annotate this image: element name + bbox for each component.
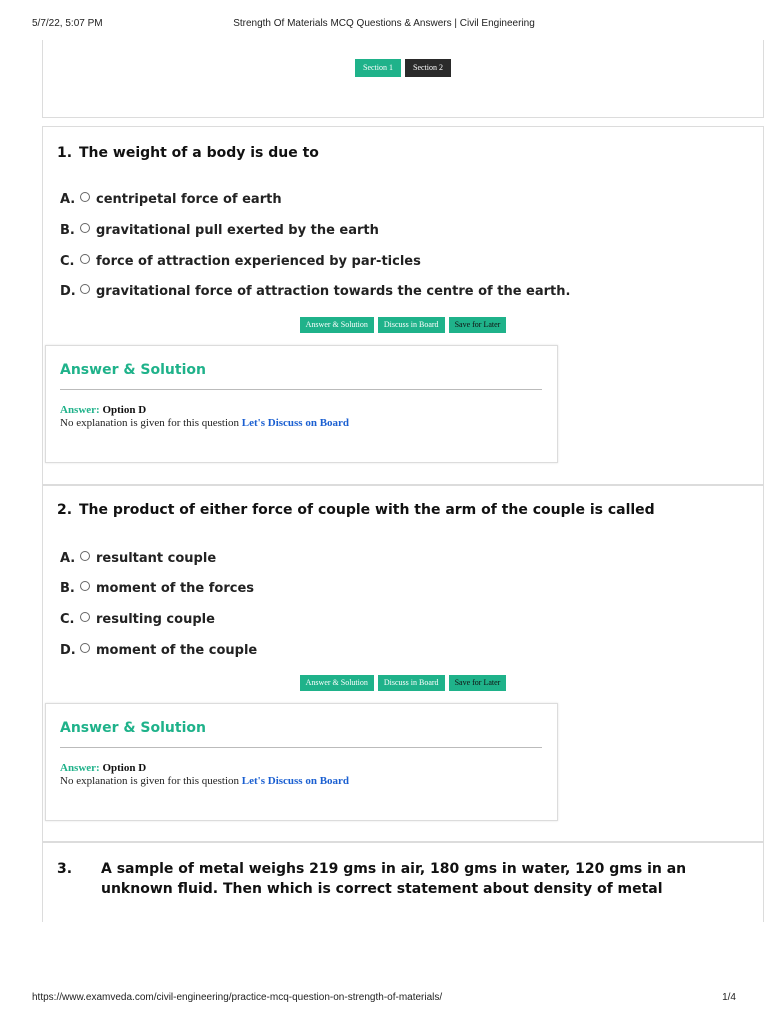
question-card-2	[42, 485, 764, 842]
option-d[interactable]	[60, 284, 570, 300]
option-text: force of attraction experienced by par-ticles	[96, 254, 421, 269]
option-letter: D.	[60, 284, 76, 299]
discuss-board-button[interactable]: Discuss in Board	[378, 675, 445, 691]
answer-label: Answer:	[60, 762, 100, 774]
option-letter: A.	[60, 192, 76, 207]
print-url: https://www.examveda.com/civil-engineering/practice-mcq-question-on-strength-of-materials/	[32, 992, 443, 1003]
question-card-3	[42, 842, 764, 922]
option-c[interactable]	[60, 612, 215, 628]
answer-solution-panel	[45, 345, 558, 463]
option-b[interactable]	[60, 223, 379, 239]
print-footer	[32, 992, 736, 1006]
option-text: resultant couple	[96, 551, 217, 566]
save-later-button[interactable]: Save for Later	[449, 317, 507, 333]
answer-solution-panel	[45, 703, 558, 821]
radio-icon[interactable]	[80, 223, 90, 233]
question-actions	[43, 675, 763, 691]
section-tabs	[43, 59, 763, 77]
option-letter: B.	[60, 223, 75, 238]
option-b[interactable]	[60, 581, 254, 597]
answer-value: Option D	[102, 404, 147, 416]
option-text: moment of the forces	[96, 581, 255, 596]
question-number: 1.	[57, 145, 73, 161]
answer-line	[60, 762, 146, 774]
option-letter: A.	[60, 551, 76, 566]
section-2-button[interactable]: Section 2	[405, 59, 451, 77]
option-text: resulting couple	[96, 612, 215, 627]
option-text: gravitational force of attraction towards the centre of the earth.	[96, 284, 571, 299]
explanation-line	[60, 417, 349, 429]
print-page-title: Strength Of Materials MCQ Questions & Answers | Civil Engineering	[233, 18, 535, 29]
option-letter: B.	[60, 581, 75, 596]
question-title	[57, 143, 733, 163]
discuss-link[interactable]: Let's Discuss on Board	[241, 775, 350, 787]
question-number: 3.	[57, 861, 73, 877]
option-c[interactable]	[60, 254, 421, 270]
divider	[60, 389, 542, 390]
section-1-button[interactable]: Section 1	[355, 59, 401, 77]
question-title	[57, 859, 739, 899]
option-a[interactable]	[60, 192, 282, 208]
explanation-line	[60, 775, 349, 787]
option-text: moment of the couple	[96, 643, 258, 658]
answer-line	[60, 404, 146, 416]
answer-panel-title: Answer & Solution	[60, 720, 206, 736]
divider	[60, 747, 542, 748]
option-letter: C.	[60, 254, 75, 269]
answer-label: Answer:	[60, 404, 100, 416]
option-text: gravitational pull exerted by the earth	[96, 223, 379, 238]
question-text: A sample of metal weighs 219 gms in air, 180 gms in water, 120 gms in an unknown fluid. Then which is correct statement about density of metal	[101, 861, 687, 897]
question-number: 2.	[57, 502, 73, 518]
question-text: The weight of a body is due to	[79, 145, 319, 161]
radio-icon[interactable]	[80, 192, 90, 202]
radio-icon[interactable]	[80, 581, 90, 591]
question-actions	[43, 317, 763, 333]
radio-icon[interactable]	[80, 612, 90, 622]
option-a[interactable]	[60, 551, 216, 567]
discuss-board-button[interactable]: Discuss in Board	[378, 317, 445, 333]
print-page-number: 1/4	[722, 992, 736, 1003]
answer-solution-button[interactable]: Answer & Solution	[300, 675, 374, 691]
option-d[interactable]	[60, 643, 257, 659]
radio-icon[interactable]	[80, 551, 90, 561]
print-date: 5/7/22, 5:07 PM	[32, 18, 103, 29]
answer-value: Option D	[102, 762, 147, 774]
radio-icon[interactable]	[80, 254, 90, 264]
radio-icon[interactable]	[80, 643, 90, 653]
question-text: The product of either force of couple with the arm of the couple is called	[79, 502, 655, 518]
discuss-link[interactable]: Let's Discuss on Board	[241, 417, 350, 429]
save-later-button[interactable]: Save for Later	[449, 675, 507, 691]
answer-solution-button[interactable]: Answer & Solution	[300, 317, 374, 333]
print-header	[32, 18, 736, 32]
option-letter: C.	[60, 612, 75, 627]
question-card-1	[42, 126, 764, 485]
question-title	[57, 500, 733, 520]
no-explanation-text: No explanation is given for this question	[60, 775, 240, 787]
sections-card	[42, 40, 764, 118]
option-text: centripetal force of earth	[96, 192, 282, 207]
radio-icon[interactable]	[80, 284, 90, 294]
answer-panel-title: Answer & Solution	[60, 362, 206, 378]
no-explanation-text: No explanation is given for this question	[60, 417, 240, 429]
option-letter: D.	[60, 643, 76, 658]
